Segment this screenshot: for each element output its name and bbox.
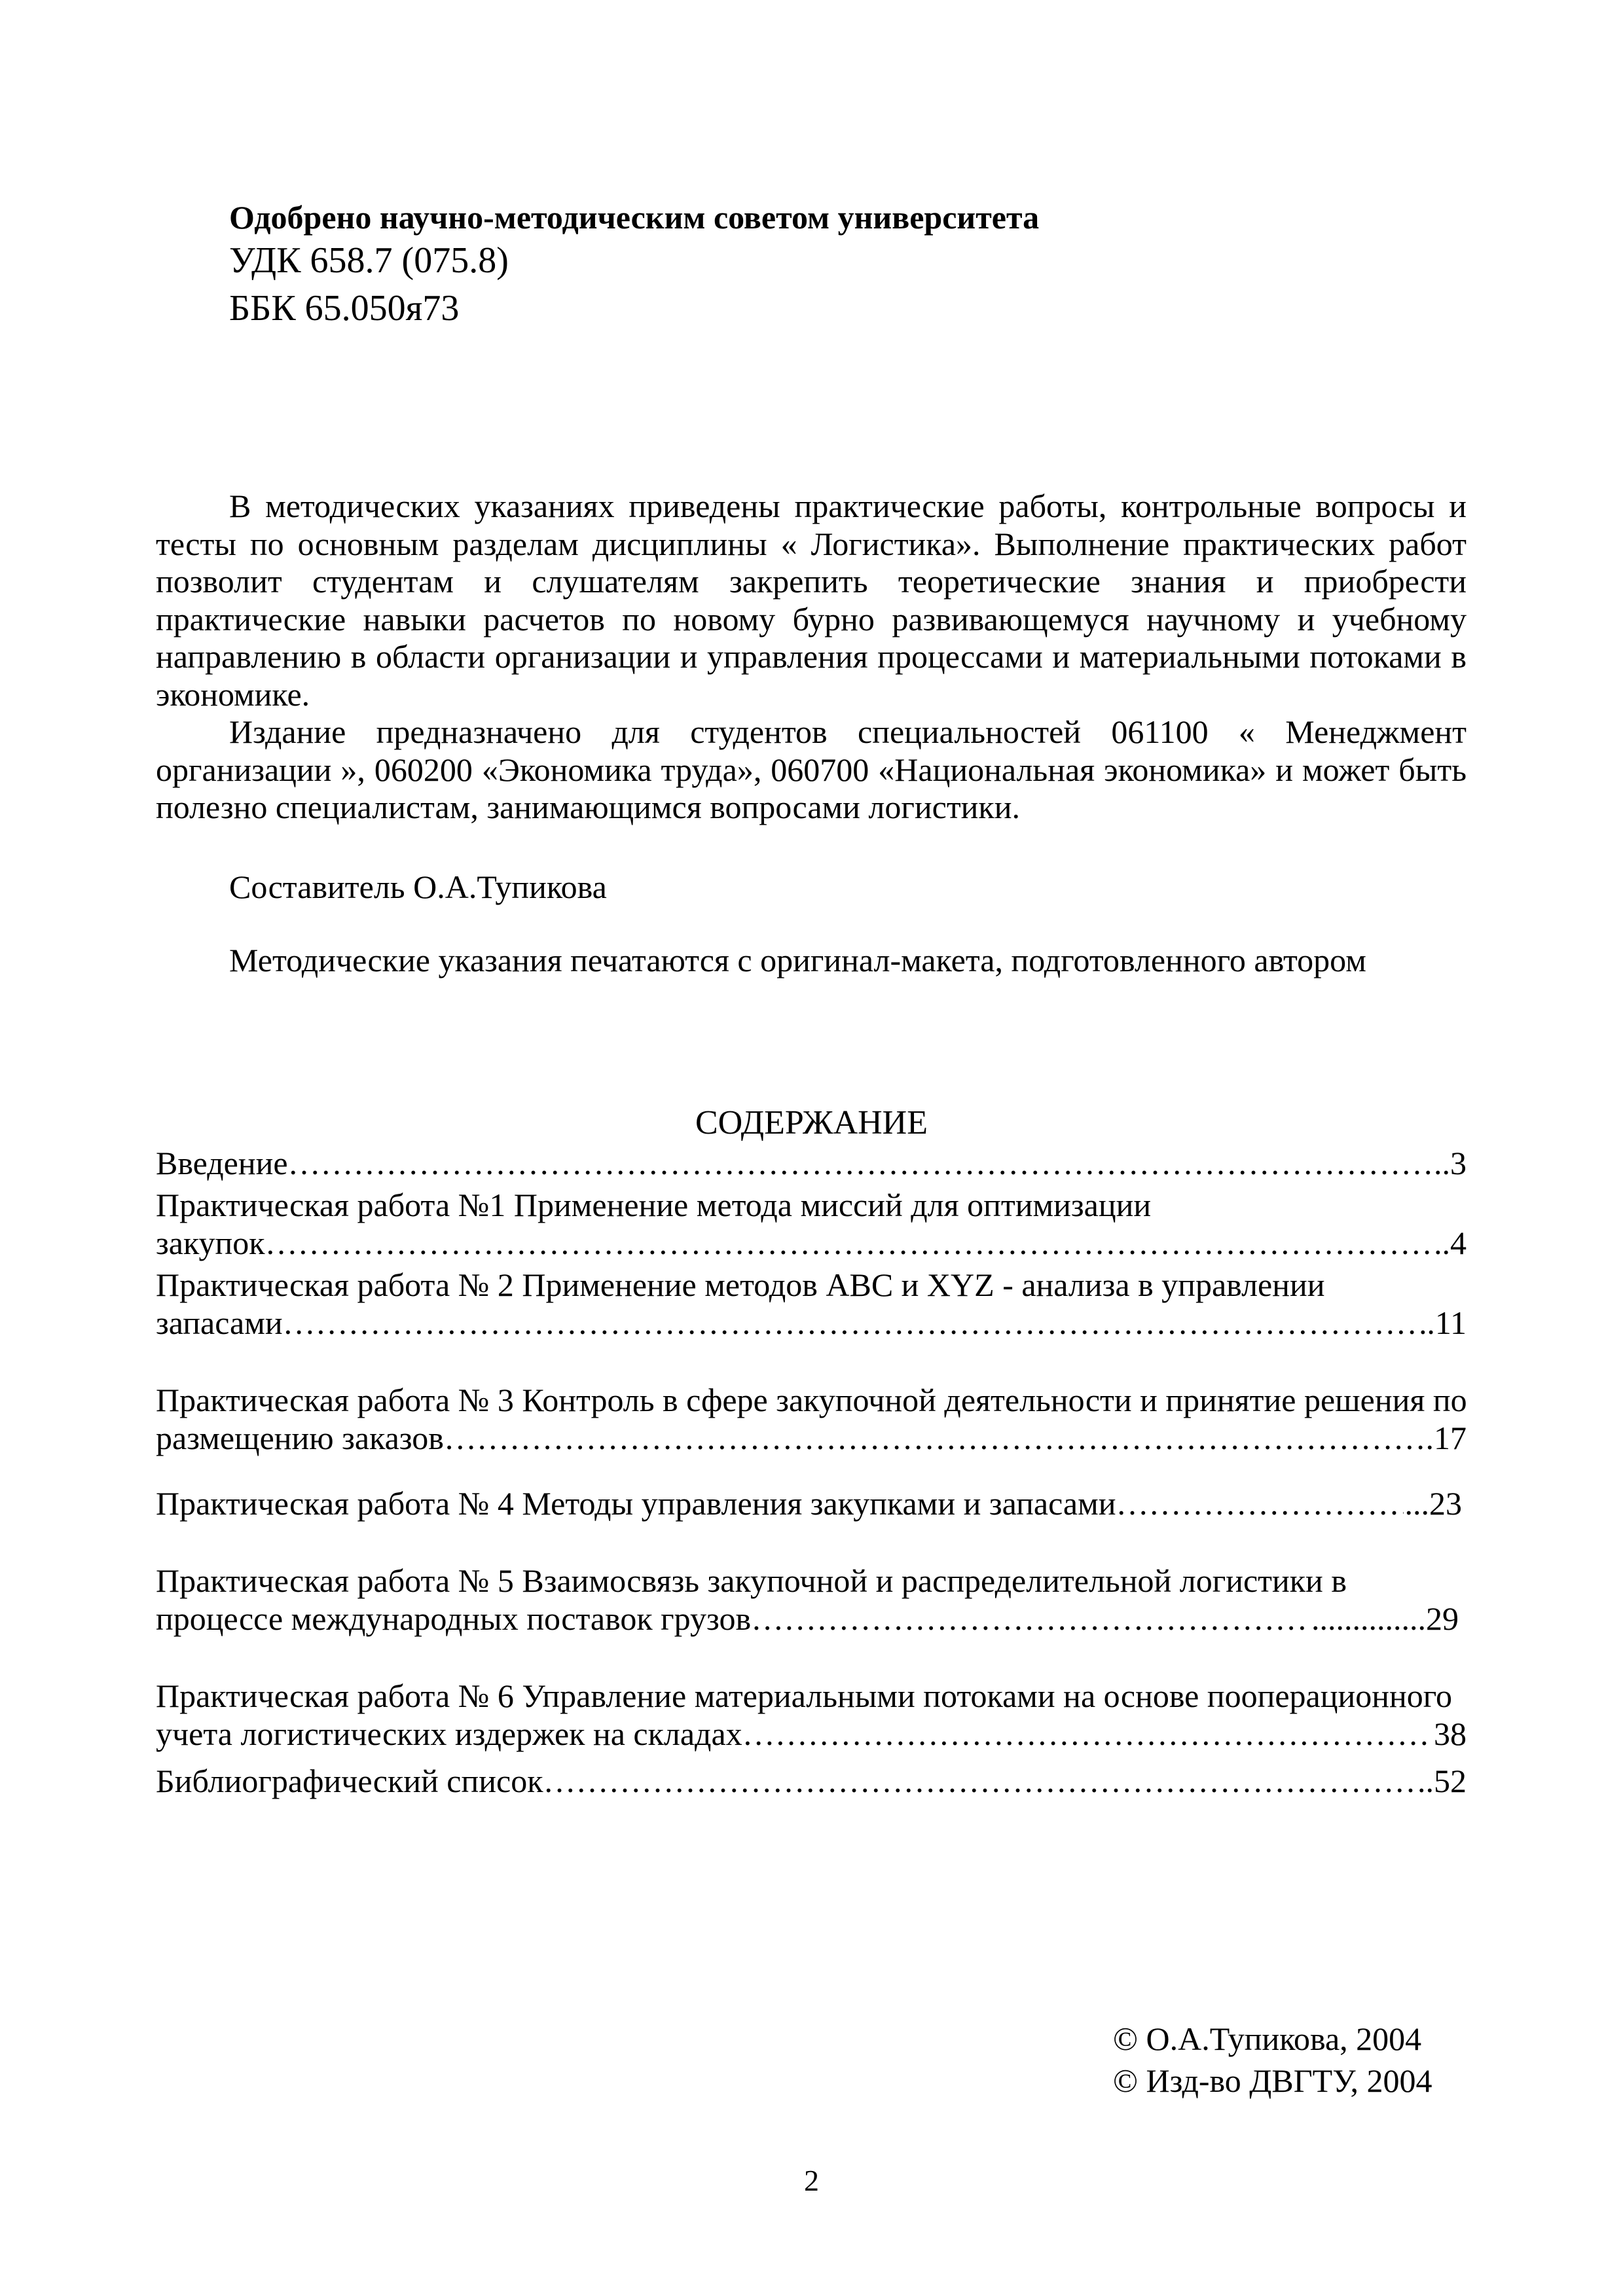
toc-entry-title: Практическая работа № 6 Управление материальными потоками на основе пооперационного — [156, 1677, 1453, 1714]
toc-title: СОДЕРЖАНИЕ — [695, 1104, 928, 1141]
toc-entry-work-4 — [156, 1484, 1467, 1522]
dot-leader — [265, 1224, 1441, 1262]
dot-leader — [444, 1419, 1425, 1457]
dot-leader — [288, 1144, 1432, 1182]
toc-page-number: .17 — [1425, 1420, 1467, 1456]
toc-row — [156, 1304, 1467, 1342]
toc-entry-title: Практическая работа № 5 Взаимосвязь закупочной и распределительной логистики в — [156, 1562, 1347, 1599]
toc-entry-work-6 — [156, 1677, 1467, 1753]
toc-page-number: .52 — [1425, 1763, 1467, 1799]
toc-row — [156, 1762, 1467, 1800]
table-of-contents — [156, 1144, 1467, 1800]
dot-leader — [543, 1762, 1425, 1800]
toc-page-number: ..............29 — [1311, 1600, 1459, 1637]
toc-row — [156, 1715, 1467, 1753]
print-note: Методические указания печатаются с оригинал-макета, подготовленного автором — [229, 942, 1366, 978]
abstract-paragraph-2: Издание предназначено для студентов специальностей 061100 « Менеджмент организации », 060200 «Экономика труда», 060700 «Национальная экономика» и может быть полезно специалистам, занимающимся вопросами логистики. — [156, 713, 1467, 825]
dot-leader — [283, 1304, 1426, 1342]
udk-code: УДК 658.7 (075.8) — [229, 240, 509, 281]
toc-entry-text: Практическая работа № 4 Методы управления закупками и запасами — [156, 1485, 1116, 1522]
toc-entry-text: закупок — [156, 1225, 265, 1261]
copyright-author: © О.А.Тупикова, 2004 — [1113, 2020, 1422, 2057]
toc-entry-text: Библиографический список — [156, 1763, 543, 1799]
copyright-block — [1113, 2018, 1432, 2102]
dot-leader — [1116, 1484, 1404, 1522]
toc-entry-title: Практическая работа № 2 Применение методов ABC и XYZ - анализа в управлении — [156, 1266, 1325, 1303]
bbk-code: ББК 65.050я73 — [229, 288, 460, 329]
toc-page-number: .4 — [1442, 1225, 1467, 1261]
toc-row — [156, 1484, 1462, 1522]
toc-entry-text: Введение — [156, 1145, 288, 1181]
toc-entry-text: размещению заказов — [156, 1420, 444, 1456]
dot-leader — [751, 1600, 1310, 1638]
approval-note: Одобрено научно-методическим советом университета — [229, 199, 1040, 236]
toc-page-number: ...23 — [1404, 1485, 1462, 1522]
toc-row — [156, 1224, 1467, 1262]
toc-entry-title: Практическая работа №1 Применение метода миссий для оптимизации — [156, 1187, 1152, 1223]
abstract-paragraph-1: В методических указаниях приведены практические работы, контрольные вопросы и тесты по основным разделам дисциплины « Логистика». Выполнение практических работ позволит студентам и слушателям закрепить теоретические знания и приобрести практические навыки расчетов по новому бурно развивающемуся научному и учебному направлению в области организации и управления процессами и материальными потоками в экономике. — [156, 488, 1467, 713]
toc-entry-work-2 — [156, 1266, 1467, 1342]
toc-entry-text: запасами — [156, 1304, 283, 1341]
toc-entry-title: Практическая работа № 3 Контроль в сфере закупочной деятельности и принятие решения по — [156, 1382, 1467, 1418]
toc-entry-work-1 — [156, 1186, 1467, 1262]
toc-entry-introduction — [156, 1144, 1467, 1182]
toc-row — [156, 1419, 1467, 1457]
dot-leader — [742, 1715, 1432, 1753]
toc-entry-text: процессе международных поставок грузов — [156, 1600, 752, 1637]
toc-page-number: 38 — [1434, 1715, 1467, 1752]
page-number: 2 — [804, 2164, 819, 2197]
toc-entry-text: учета логистических издержек на складах — [156, 1715, 742, 1752]
toc-page-number: .11 — [1427, 1304, 1467, 1341]
abstract — [156, 488, 1467, 827]
compiler-line: Составитель О.А.Тупикова — [229, 869, 607, 905]
toc-row — [156, 1600, 1459, 1638]
toc-entry-bibliography — [156, 1762, 1467, 1800]
copyright-publisher: © Изд-во ДВГТУ, 2004 — [1113, 2062, 1432, 2099]
toc-entry-work-5 — [156, 1562, 1467, 1638]
toc-entry-work-3 — [156, 1381, 1467, 1457]
toc-page-number: ..3 — [1434, 1145, 1467, 1181]
toc-row — [156, 1144, 1467, 1182]
